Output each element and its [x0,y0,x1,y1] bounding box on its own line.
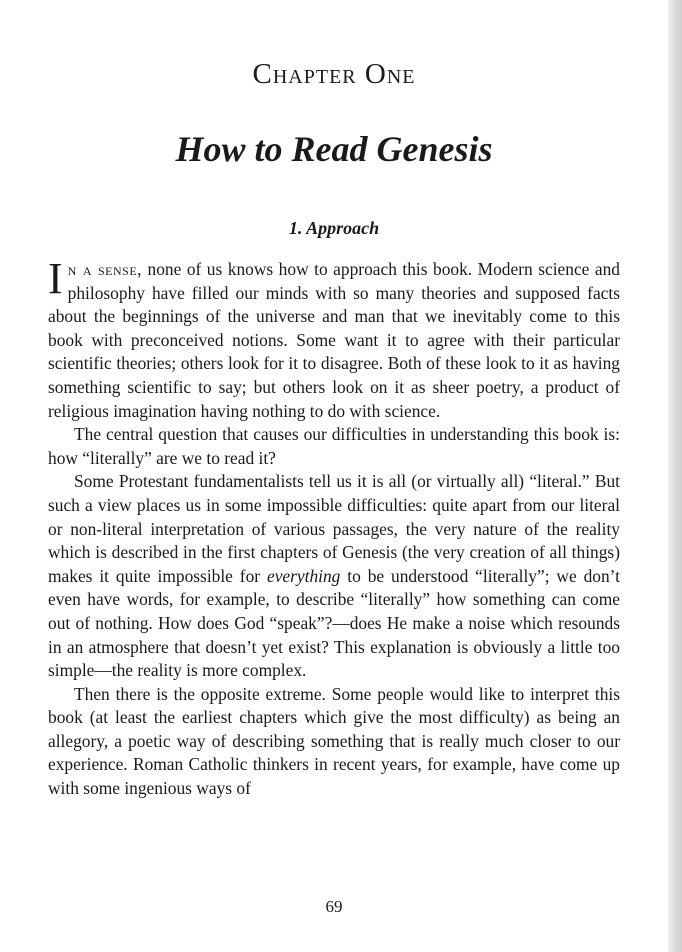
chapter-label: Chapter One [252,58,416,90]
body-text [48,254,620,801]
paragraph-4: Then there is the opposite extreme. Some people would like to interpret this book (at least the earliest chapters which give the most difficulty) as being an allegory, a poetic way of describing something that is really much closer to our experience. Roman Catholic thinkers in recent years, for example, have come up with some ingenious ways of [48,683,620,799]
page-edge-shadow [668,0,682,952]
paragraph-3-emphasis: everything [266,565,341,586]
paragraph-3-text-a: Some Protestant fundamentalists tell us it is all (or virtually all) “literal.” But such a view places us in some impossible difficulties: quite apart from our literal or non-literal interpretation of various passages, the very nature of the reality which is described in the first chapters of Genesis (the very creation of all things) makes it quite impossible for [48,471,620,586]
paragraph-1 [48,254,620,423]
drop-cap: I [48,254,63,303]
chapter-title: How to Read Genesis [175,129,493,169]
paragraph-3-text-b: to be understood “literally”; we don’t even have words, for example, to describe “literally” how something can come out of nothing. How does God “speak”?—does He make a noise which resounds in an atmosphere that doesn’t yet exist? This explanation is obviously a little too simple—the reality is more complex. [48,565,620,681]
paragraph-3 [48,470,620,682]
lead-in-small-caps: n a sense, [67,259,143,279]
page-number: 69 [325,897,343,916]
paragraph-1-text: none of us knows how to approach this book. Modern science and philosophy have filled our minds with so many theories and supposed facts about the beginnings of the universe and man that we inevitably come to this book with preconceived notions. Some want it to agree with their particular scientific theories; others look for it to disagree. Both of these look to it as having something scientific to say; but others look on it as sheer poetry, a product of religious imagination having nothing to do with science. [48,259,620,421]
section-heading: 1. Approach [288,218,380,238]
paragraph-2: The central question that causes our difficulties in understanding this book is: how “literally” are we to read it? [48,424,620,468]
